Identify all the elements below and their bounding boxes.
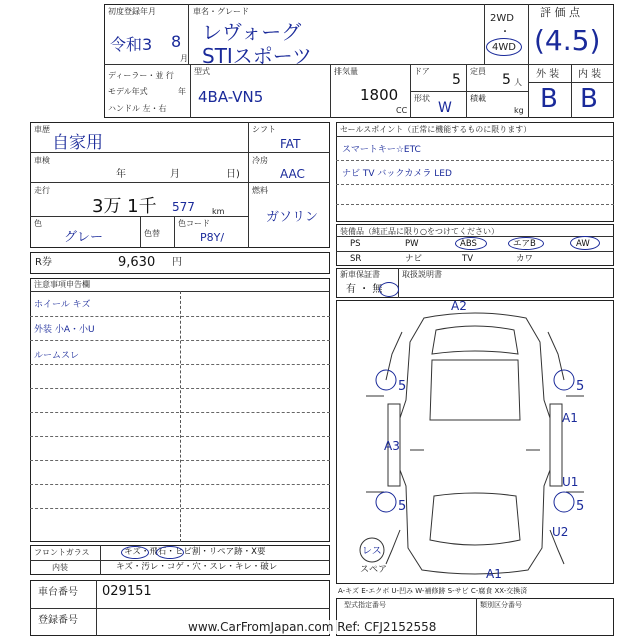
svg-text:5: 5 [576, 499, 585, 514]
chassis-value: 029151 [102, 584, 152, 599]
sales-line-1: スマートキー☆ETC [342, 145, 421, 155]
displacement-value: 1800 [360, 86, 399, 104]
color-label: 色 [34, 219, 42, 228]
capacity-label: 定員 [470, 67, 486, 76]
chassis-label: 車台番号 [38, 587, 78, 598]
ac-label: 冷房 [252, 156, 268, 165]
svg-text:A3: A3 [384, 439, 400, 453]
svg-text:U1: U1 [562, 475, 579, 489]
defect-legend: A-キズ E-エクボ U-凹み W-補修跡 S-サビ C-腐食 XX-交換済 [338, 587, 528, 595]
km-unit: km [212, 207, 225, 216]
color-code: P8Y/ [200, 231, 225, 244]
car-diagram [336, 300, 614, 584]
fuel-value: ガソリン [266, 210, 319, 225]
mileage-value: 3万 1千 [92, 196, 157, 217]
class-number-label: 類別区分番号 [480, 601, 522, 609]
displacement-label: 排気量 [334, 67, 358, 76]
car-grade: STIスポーツ [202, 44, 313, 68]
form-number-label: 型式指定番号 [344, 601, 386, 609]
interior-cond-options: キズ・汚レ・コゲ・穴・スレ・キレ・破レ [116, 562, 278, 572]
kg-unit: kg [514, 106, 524, 115]
svg-text:レス: レス [362, 546, 382, 557]
windshield-label: フロントガラス [34, 548, 90, 557]
windshield-kizu-circle [121, 546, 149, 559]
warranty-none-circle [379, 282, 399, 297]
shift-label: シフト [252, 125, 276, 134]
windshield-options: キズ・飛石・ヒビ割・リペア跡・X要 [124, 547, 266, 557]
reg-label: 登録番号 [38, 615, 78, 626]
car-name-label: 車名・グレード [193, 7, 249, 16]
equip-airbag: エアB [513, 239, 536, 249]
fuel-label: 燃料 [252, 186, 268, 195]
recycle-label: R券 [35, 257, 52, 268]
dealer-label: ディーラー・並 行 [108, 71, 174, 80]
capacity-value: 5 [502, 72, 511, 88]
model-value: 4BA-VN5 [198, 88, 264, 106]
door-value: 5 [452, 72, 461, 88]
svg-text:スペア: スペア [360, 565, 388, 575]
score-label: 評 価 点 [540, 6, 580, 19]
svg-text:5: 5 [398, 499, 407, 514]
equip-pw: PW [405, 239, 419, 249]
interior-grade: B [580, 84, 598, 114]
manual-label: 取扱説明書 [402, 270, 442, 279]
new-warranty-label: 新車保証書 [340, 270, 380, 279]
interior-cond-label: 内装 [52, 563, 68, 572]
inspection-year: 年 [116, 169, 126, 180]
exterior-grade: B [540, 84, 558, 114]
equip-navi: ナビ [405, 254, 423, 264]
svg-text:U2: U2 [552, 525, 569, 539]
roof [430, 360, 520, 420]
sales-label: セールスポイント（正常に機能するものに限ります） [340, 125, 532, 134]
svg-text:5: 5 [576, 379, 585, 394]
mileage-label: 走行 [34, 186, 50, 195]
drive-2wd: 2WD [490, 13, 514, 24]
capacity-unit: 人 [514, 78, 522, 87]
equip-aw: AW [576, 239, 590, 249]
note-line-1: ホイール キズ [34, 300, 91, 310]
load-label: 積載 [470, 94, 486, 103]
ac-value: AAC [280, 167, 305, 181]
equip-aw-circle [570, 236, 600, 250]
svg-text:A1: A1 [486, 567, 502, 581]
mileage-small: 577 [172, 200, 195, 214]
use-value: 自家用 [52, 133, 103, 153]
handle-label: ハンドル 左・右 [108, 104, 167, 113]
reg-era: 令和3 [110, 35, 153, 54]
equip-abs: ABS [460, 239, 477, 249]
front-windshield [432, 326, 518, 354]
year-unit: 年 [178, 87, 186, 96]
inspection-month: 月 [170, 169, 180, 180]
equip-ps: PS [350, 239, 361, 249]
cc-unit: CC [396, 106, 408, 115]
car-name: レヴォーグ [202, 20, 302, 44]
shape-label: 形状 [414, 94, 430, 103]
equip-leather: カワ [516, 254, 534, 264]
note-line-3: ルームスレ [34, 351, 80, 361]
model-label: 型式 [194, 67, 210, 76]
recycle-unit: 円 [172, 257, 182, 268]
equip-airbag-circle [508, 237, 544, 250]
color-value: グレー [64, 230, 104, 245]
notes-label: 注意事項申告欄 [34, 280, 90, 289]
reg-month: 8 [171, 32, 182, 51]
exterior-label: 外 装 [536, 69, 560, 80]
note-line-2: 外装 小A・小U [34, 325, 95, 335]
shift-value: FAT [280, 137, 301, 151]
month-unit: 月 [180, 54, 188, 63]
interior-label: 内 装 [578, 69, 602, 80]
equipment-label: 装備品（純正品に限り○をつけてください） [340, 227, 499, 236]
drive-4wd-circle [486, 38, 522, 56]
watermark: www.CarFromJapan.com Ref: CFJ2152558 [188, 620, 437, 634]
use-label: 車歴 [34, 125, 50, 134]
windshield-tobiishi-circle [156, 546, 184, 559]
car-body-outline [400, 313, 550, 574]
svg-text:5: 5 [398, 379, 407, 394]
score-value: (4.5) [534, 24, 601, 57]
inspection-label: 車検 [34, 156, 50, 165]
model-year-label: モデル年式 [108, 87, 148, 96]
drive-dot: ・ [500, 27, 510, 38]
inspection-day: 日) [226, 169, 240, 180]
recycle-value: 9,630 [118, 255, 156, 270]
sales-line-2: ナビ TV バックカメラ LED [342, 169, 452, 179]
color-code-label: 色コード [178, 219, 210, 228]
equip-abs-circle [455, 237, 487, 250]
svg-text:A2: A2 [451, 300, 467, 313]
drive-4wd: 4WD [492, 42, 516, 53]
right-side-panel [550, 404, 562, 486]
equip-sr: SR [350, 254, 362, 264]
color-change-label: 色替 [144, 229, 160, 238]
svg-text:A1: A1 [562, 411, 578, 425]
shape-value: W [438, 100, 452, 116]
rear-window [430, 493, 520, 545]
first-reg-label: 初度登録年月 [108, 7, 156, 16]
door-label: ドア [414, 67, 430, 76]
equip-tv: TV [462, 254, 474, 264]
warranty-options: 有 ・ 無 [346, 284, 383, 295]
